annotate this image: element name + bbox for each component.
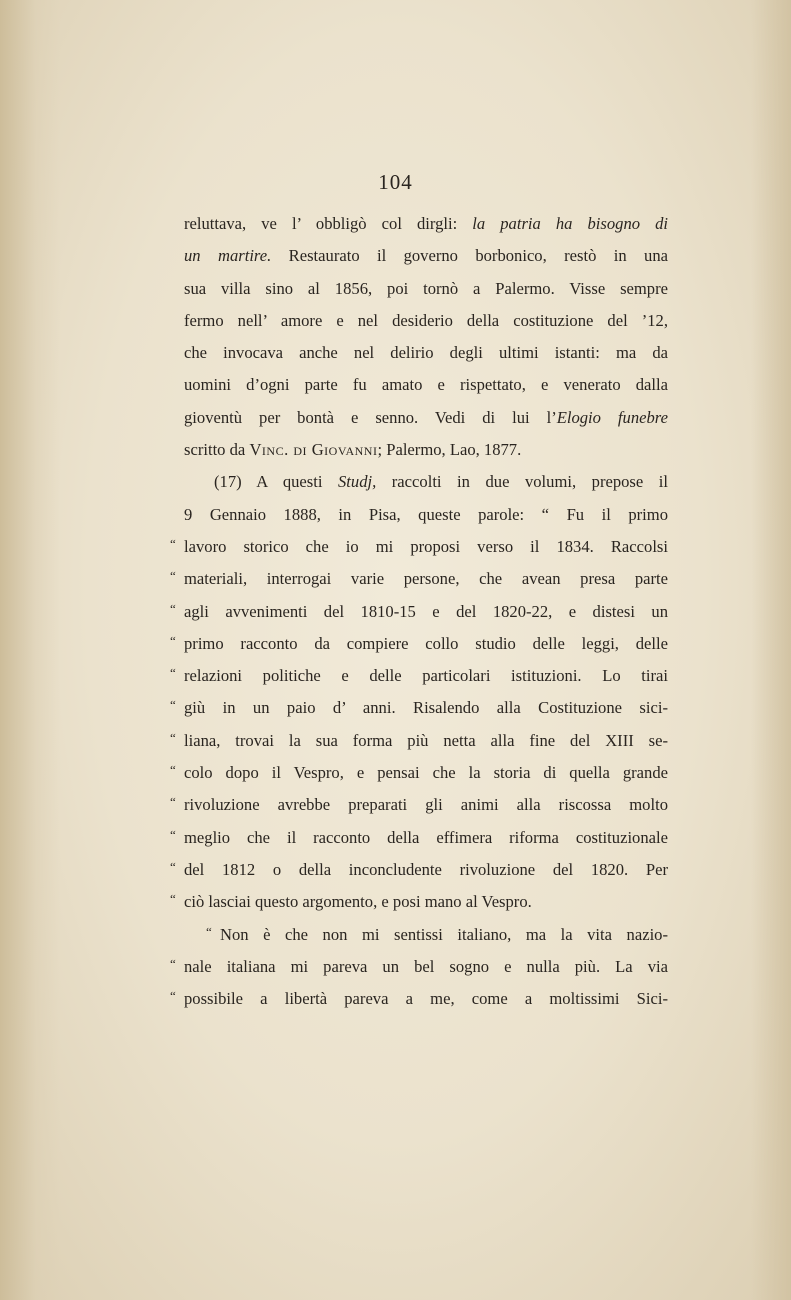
- text-line: 9 Gennaio 1888, in Pisa, queste parole: “ Fu il primo: [184, 504, 668, 524]
- quote-mark: “: [170, 665, 176, 681]
- text-line: gioventù per bontà e senno. Vedi di lui l’Elogio funebre: [184, 407, 668, 427]
- quoted-line: “ giù in un paio d’ anni. Risalendo alla Costituzione sici-: [184, 692, 668, 724]
- page-edge-shadow-right: [751, 0, 791, 1300]
- quoted-line: “ liana, trovai la sua forma più netta alla fine del XIII se-: [184, 725, 668, 757]
- author-name: Vinc. di Giovanni: [249, 440, 378, 460]
- page-edge-shadow-left: [0, 0, 60, 1300]
- quote-mark: “: [170, 535, 176, 551]
- quote-mark: “: [170, 697, 176, 713]
- quoted-line: “ materiali, interrogai varie persone, che avean presa parte: [184, 563, 668, 595]
- footnote-17-start: (17) A questi Studj, raccolti in due volumi, prepose il: [214, 472, 668, 492]
- body-text: [170, 208, 668, 1015]
- quoted-line: “ ciò lasciai questo argomento, e posi mano al Vespro.: [184, 886, 668, 918]
- text-line: un martire. Restaurato il governo borbonico, restò in una: [184, 246, 668, 266]
- quote-mark: “: [170, 632, 176, 648]
- quoted-line: “ meglio che il racconto della effimera riforma costituzionale: [184, 822, 668, 854]
- quoted-line: “ del 1812 o della inconcludente rivoluzione del 1820. Per: [184, 854, 668, 886]
- quoted-line: “ possibile a libertà pareva a me, come a moltissimi Sici-: [184, 983, 668, 1015]
- quote-mark: “: [170, 729, 176, 745]
- text-line: sua villa sino al 1856, poi tornò a Palermo. Visse sempre: [184, 278, 668, 298]
- quote-mark: “: [170, 794, 176, 810]
- quoted-line: “ colo dopo il Vespro, e pensai che la storia di quella grande: [184, 757, 668, 789]
- quote-mark: “: [170, 891, 176, 907]
- quote-mark: “: [170, 568, 176, 584]
- text-line: scritto da Vinc. di Giovanni; Palermo, Lao, 1877.: [184, 440, 522, 460]
- quoted-line: “ rivoluzione avrebbe preparati gli animi alla riscossa molto: [184, 789, 668, 821]
- page-number: 104: [378, 170, 413, 194]
- quoted-line: “ agli avvenimenti del 1810-15 e del 1820-22, e distesi un: [184, 596, 668, 628]
- quoted-line: “ primo racconto da compiere collo studio delle leggi, delle: [184, 628, 668, 660]
- quote-mark: “: [170, 858, 176, 874]
- quote-mark: “: [170, 955, 176, 971]
- quoted-line: “ Non è che non mi sentissi italiano, ma la vita nazio-: [184, 919, 668, 951]
- quoted-line: “ lavoro storico che io mi proposi verso il 1834. Raccolsi: [184, 531, 668, 563]
- text-line: fermo nell’ amore e nel desiderio della costituzione del ’12,: [184, 310, 668, 330]
- quote-mark: “: [170, 988, 176, 1004]
- quote-mark: “: [170, 600, 176, 616]
- quote-mark: “: [206, 923, 212, 939]
- quoted-line: “ relazioni politiche e delle particolari istituzioni. Lo tirai: [184, 660, 668, 692]
- quote-mark: “: [170, 826, 176, 842]
- quote-mark: “: [170, 762, 176, 778]
- text-line: reluttava, ve l’ obbligò col dirgli: la patria ha bisogno di: [184, 214, 668, 233]
- quoted-line: “ nale italiana mi pareva un bel sogno e nulla più. La via: [184, 951, 668, 983]
- text-line: uomini d’ogni parte fu amato e rispettato, e venerato dalla: [184, 375, 668, 395]
- text-line: che invocava anche nel delirio degli ultimi istanti: ma da: [184, 343, 668, 363]
